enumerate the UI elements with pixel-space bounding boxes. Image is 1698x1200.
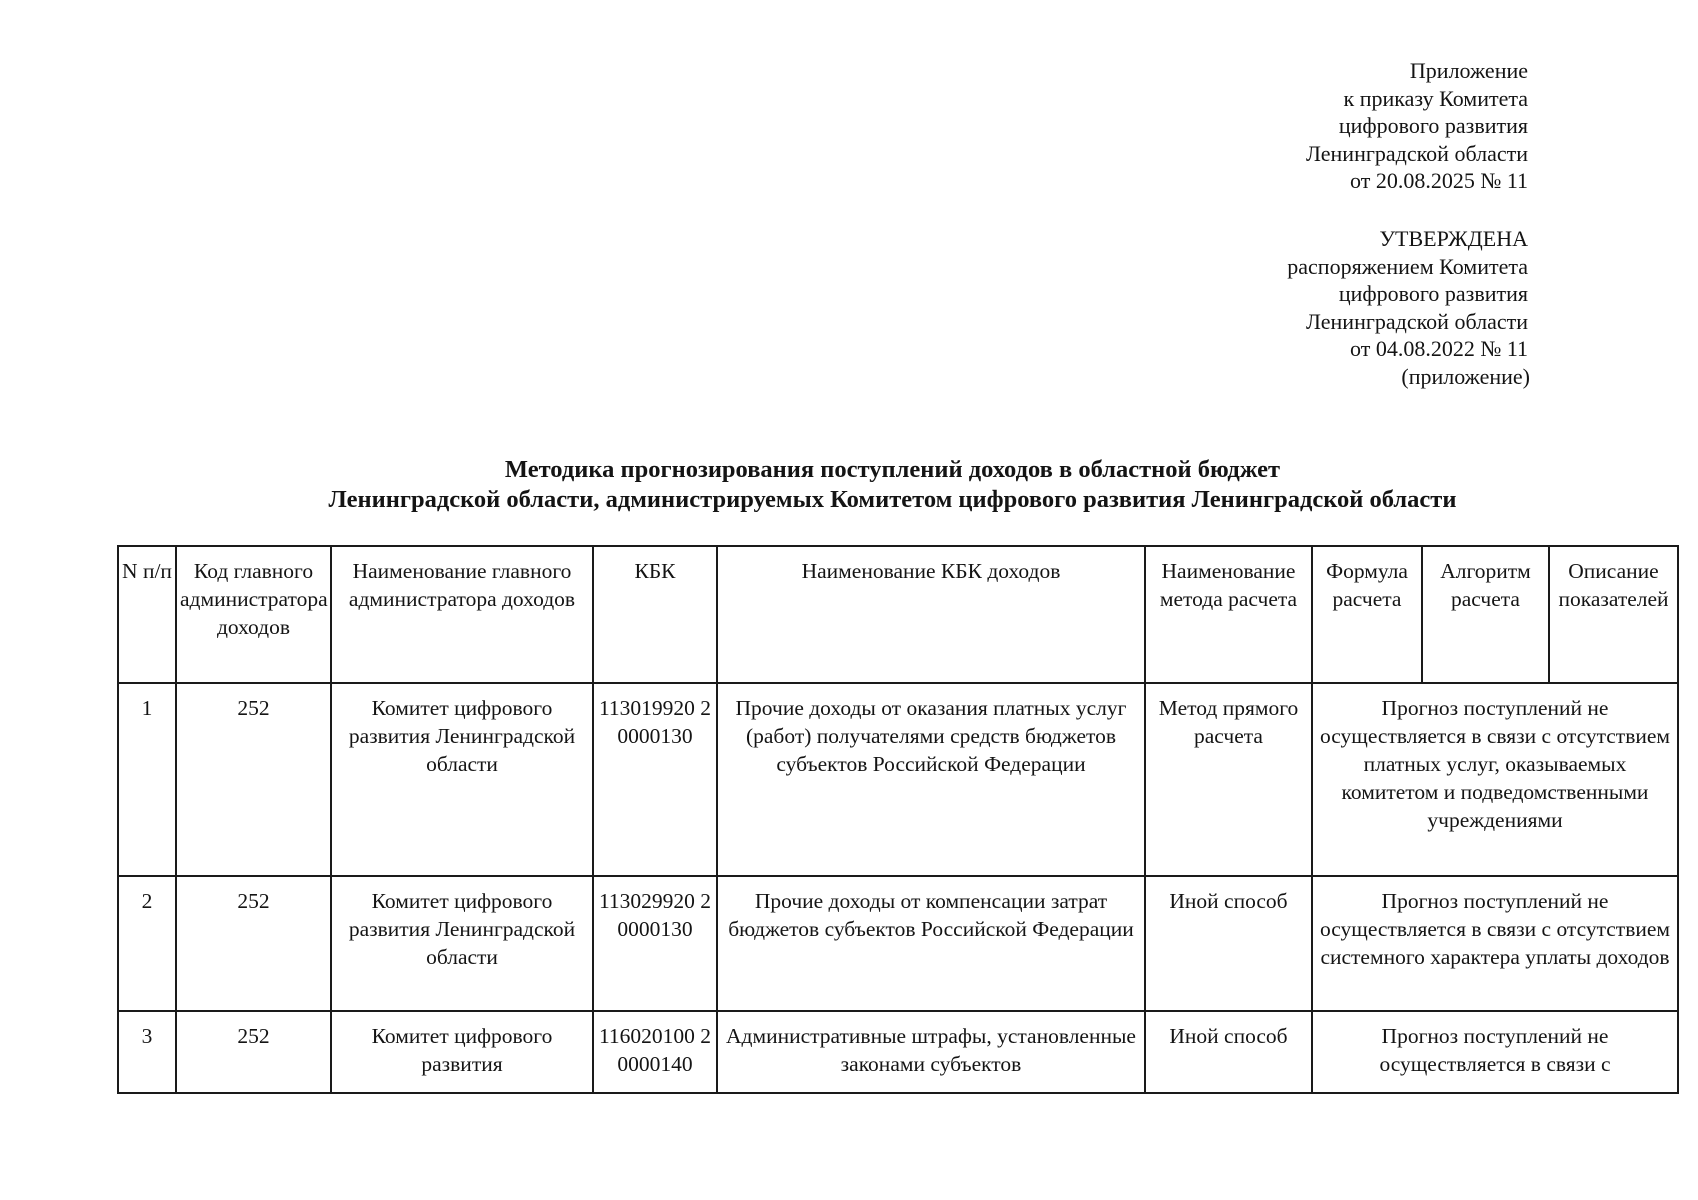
- appendix-line: Ленинградской области: [1306, 140, 1528, 166]
- cell-forecast-note: Прогноз поступлений не осуществляется в связи с отсутствием системного характера уплаты доходов: [1312, 876, 1678, 1011]
- methodology-table: [117, 545, 1679, 1094]
- appendix-line: Приложение: [1409, 58, 1528, 83]
- approval-line: УТВЕРЖДЕНА: [1379, 226, 1528, 251]
- approval-line: Ленинградской области: [1306, 308, 1528, 334]
- header-cell-admin-code: Код главного администратора доходов: [176, 546, 331, 683]
- table-header-row: [118, 546, 1678, 683]
- cell-forecast-note: Прогноз поступлений не осуществляется в связи с: [1312, 1011, 1678, 1093]
- cell-method: Иной способ: [1145, 876, 1312, 1011]
- cell-kbk-name: Административные штрафы, установленные законами субъектов: [717, 1011, 1145, 1093]
- header-cell-admin-name: Наименование главного администратора доходов: [331, 546, 593, 683]
- header-cell-formula: Формула расчета: [1312, 546, 1422, 683]
- appendix-header: [1306, 57, 1528, 195]
- table-row: [118, 683, 1678, 876]
- cell-admin-code: 252: [176, 683, 331, 876]
- document-title: [0, 455, 1698, 515]
- cell-number: 3: [118, 1011, 176, 1093]
- cell-forecast-note: Прогноз поступлений не осуществляется в связи с отсутствием платных услуг, оказываемых комитетом и подведомственными учреждениями: [1312, 683, 1678, 876]
- cell-admin-code: 252: [176, 1011, 331, 1093]
- cell-admin-name: Комитет цифрового развития Ленинградской области: [331, 683, 593, 876]
- cell-kbk-name: Прочие доходы от оказания платных услуг (работ) получателями средств бюджетов субъектов Российской Федерации: [717, 683, 1145, 876]
- cell-admin-name: Комитет цифрового развития Ленинградской области: [331, 876, 593, 1011]
- cell-admin-name: Комитет цифрового развития: [331, 1011, 593, 1093]
- cell-kbk: 116020100 20000140: [593, 1011, 717, 1093]
- document-title-line-1: Методика прогнозирования поступлений доходов в областной бюджет: [504, 456, 1281, 483]
- approval-header: [1287, 225, 1528, 390]
- header-cell-description: Описание показателей: [1549, 546, 1678, 683]
- header-cell-number: N п/п: [118, 546, 176, 683]
- cell-kbk: 113019920 20000130: [593, 683, 717, 876]
- table-row: [118, 1011, 1678, 1093]
- appendix-line: цифрового развития: [1338, 113, 1528, 138]
- appendix-line: к приказу Комитета: [1343, 85, 1528, 111]
- cell-kbk: 113029920 20000130: [593, 876, 717, 1011]
- header-cell-method: Наименование метода расчета: [1145, 546, 1312, 683]
- approval-line: (приложение): [1401, 363, 1530, 389]
- cell-method: Иной способ: [1145, 1011, 1312, 1093]
- document-title-line-2: Ленинградской области, администрируемых Комитетом цифрового развития Ленинградской области: [328, 486, 1457, 513]
- header-cell-kbk: КБК: [593, 546, 717, 683]
- cell-number: 1: [118, 683, 176, 876]
- table-row: [118, 876, 1678, 1011]
- approval-line: цифрового развития: [1338, 281, 1528, 306]
- cell-method: Метод прямого расчета: [1145, 683, 1312, 876]
- header-cell-algorithm: Алгоритм расчета: [1422, 546, 1549, 683]
- header-cell-kbk-name: Наименование КБК доходов: [717, 546, 1145, 683]
- cell-kbk-name: Прочие доходы от компенсации затрат бюджетов субъектов Российской Федерации: [717, 876, 1145, 1011]
- approval-line: распоряжением Комитета: [1287, 253, 1528, 279]
- cell-admin-code: 252: [176, 876, 331, 1011]
- appendix-date-line: от 20.08.2025 № 11: [1350, 168, 1528, 193]
- cell-number: 2: [118, 876, 176, 1011]
- approval-date-line: от 04.08.2022 № 11: [1350, 336, 1528, 361]
